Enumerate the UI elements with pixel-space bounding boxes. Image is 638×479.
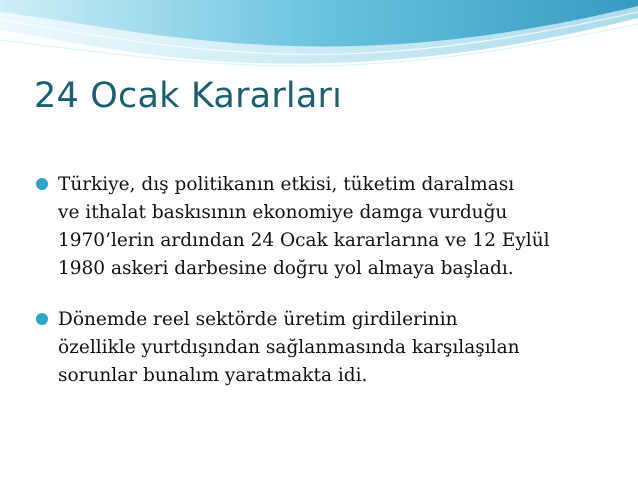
- bullet-dot-icon: [36, 178, 48, 190]
- header-wave-decoration: [0, 0, 638, 80]
- bullet-list: [36, 171, 616, 413]
- bullet-item: [36, 171, 616, 283]
- bullet-dot-icon: [36, 313, 48, 325]
- bullet-text: Türkiye, dış politikanın etkisi, tüketim daralması ve ithalat baskısının ekonomiye damga vurduğu 1970’lerin ardından 24 Ocak kararlarına ve 12 Eylül 1980 askeri darbesine doğru yol almaya başladı.: [58, 174, 550, 279]
- bullet-text: Dönemde reel sektörde üretim girdilerinin özellikle yurtdışından sağlanmasında karşılaşılan sorunlar bunalım yaratmakta idi.: [58, 309, 520, 386]
- slide-title: 24 Ocak Kararları: [34, 76, 342, 116]
- bullet-item: [36, 306, 616, 390]
